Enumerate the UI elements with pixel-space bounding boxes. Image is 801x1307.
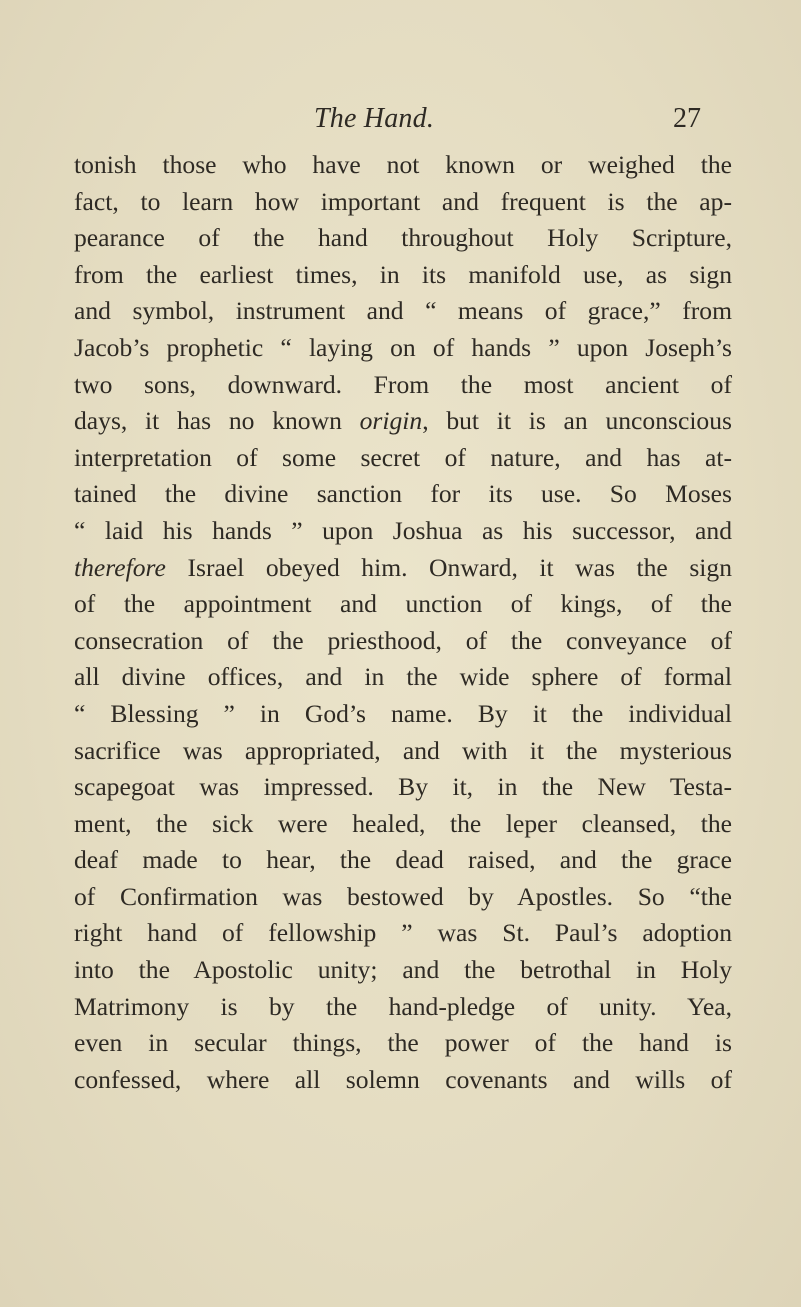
- italic-word: therefore: [74, 552, 166, 582]
- running-title: The Hand.: [314, 103, 435, 134]
- text-line: tained the divine sanction for its use. So Moses: [74, 479, 732, 509]
- text-line: confessed, where all solemn covenants and wills of: [74, 1064, 732, 1094]
- text-line: of the appointment and unction of kings, of the: [74, 589, 732, 619]
- text-line: [74, 403, 732, 440]
- text-line: [74, 550, 732, 587]
- text-line: consecration of the priesthood, of the conveyance of: [74, 625, 732, 655]
- text-line: tonish those who have not known or weighed the: [74, 150, 732, 179]
- text-line: deaf made to hear, the dead raised, and the grace: [74, 845, 732, 875]
- text-line: fact, to learn how important and frequent is the ap-: [74, 186, 732, 216]
- text-run: Israel obeyed him. Onward, it was the sign: [165, 552, 732, 582]
- text-run: days, it has no known: [74, 406, 360, 436]
- text-line: Matrimony is by the hand-pledge of unity. Yea,: [74, 991, 732, 1021]
- text-line: “ laid his hands ” upon Joshua as his successor, and: [74, 515, 732, 545]
- text-line: two sons, downward. From the most ancient of: [74, 369, 732, 399]
- text-line: sacrifice was appropriated, and with it the mysterious: [74, 735, 732, 765]
- text-line: interpretation of some secret of nature, and has at-: [74, 442, 732, 472]
- text-line: and symbol, instrument and “ means of grace,” from: [74, 296, 732, 326]
- text-line: ment, the sick were healed, the leper cleansed, the: [74, 808, 732, 838]
- text-line: from the earliest times, in its manifold use, as sign: [74, 259, 732, 289]
- text-line: of Confirmation was bestowed by Apostles. So “the: [74, 881, 732, 911]
- text-line: “ Blessing ” in God’s name. By it the individual: [74, 698, 732, 728]
- text-line: scapegoat was impressed. By it, in the New Testa-: [74, 772, 732, 802]
- text-line: pearance of the hand throughout Holy Scripture,: [74, 223, 732, 253]
- text-line: into the Apostolic unity; and the betrothal in Holy: [74, 955, 732, 985]
- running-head: [0, 103, 801, 143]
- text-run: , but it is an unconscious: [422, 406, 732, 436]
- text-line: right hand of fellowship ” was St. Paul’s adoption: [74, 918, 732, 948]
- text-line: all divine offices, and in the wide sphere of formal: [74, 662, 732, 692]
- text-line: Jacob’s prophetic “ laying on of hands ” upon Joseph’s: [74, 332, 732, 362]
- italic-word: origin: [359, 406, 423, 436]
- body-text: [74, 147, 732, 1098]
- text-line: even in secular things, the power of the hand is: [74, 1028, 732, 1058]
- page-number: 27: [673, 103, 701, 134]
